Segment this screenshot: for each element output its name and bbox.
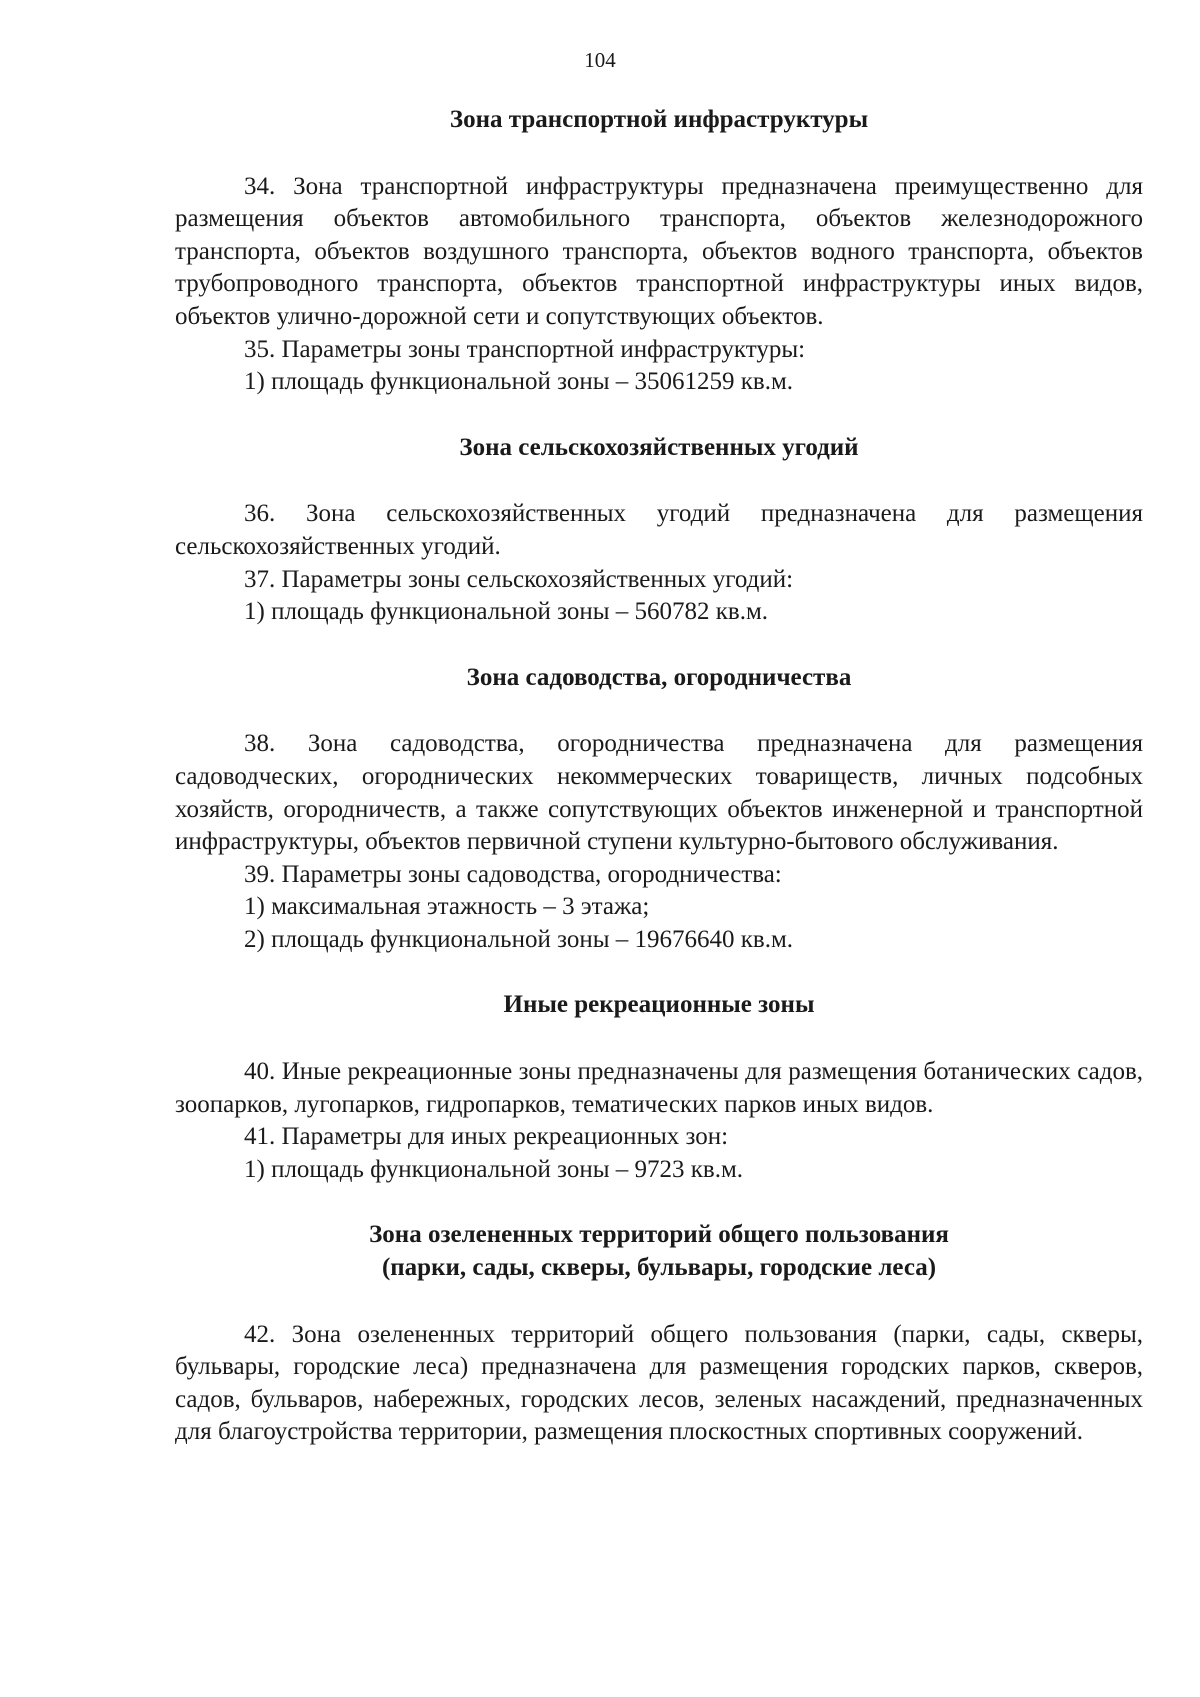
section-heading: Зона озелененных территорий общего пользования (парки, сады, скверы, бульвары, городские леса) bbox=[369, 1221, 949, 1282]
section-other-recreational bbox=[175, 989, 1143, 1186]
section-heading: Иные рекреационные зоны bbox=[503, 991, 815, 1019]
parameter-item: 1) площадь функциональной зоны – 560782 кв.м. bbox=[244, 598, 769, 626]
page-number: 104 bbox=[584, 48, 616, 72]
section-paragraph: 34. Зона транспортной инфраструктуры предназначена преимущественно для размещения объектов автомобильного транспорта, объектов железнодорожного транспорта, объектов воздушного транспорта, объектов водного транспорта, объектов трубопроводного транспорта, объектов транспортной инфраструктуры иных видов, объектов улично-дорожной сети и сопутствующих объектов. bbox=[175, 172, 1143, 330]
parameter-item: 1) площадь функциональной зоны – 35061259 кв.м. bbox=[244, 368, 794, 396]
section-heading: Зона садоводства, огородничества bbox=[466, 663, 852, 691]
parameters-line: 41. Параметры для иных рекреационных зон: bbox=[244, 1123, 729, 1151]
section-paragraph: 40. Иные рекреационные зоны предназначены для размещения ботанических садов, зоопарков, лугопарков, гидропарков, тематических парков иных видов. bbox=[175, 1058, 1143, 1118]
section-paragraph: 38. Зона садоводства, огородничества предназначена для размещения садоводческих, огороднических некоммерческих товариществ, личных подсобных хозяйств, огородничеств, а также сопутствующих объектов инженерной и транспортной инфраструктуры, объектов первичной ступени культурно-бытового обслуживания. bbox=[175, 730, 1143, 856]
parameters-line: 35. Параметры зоны транспортной инфраструктуры: bbox=[244, 335, 806, 363]
section-agricultural-land bbox=[175, 432, 1143, 629]
document-body bbox=[175, 104, 1143, 1449]
section-green-public-areas bbox=[175, 1219, 1143, 1449]
section-transport-infrastructure bbox=[175, 104, 1143, 399]
parameters-line: 37. Параметры зоны сельскохозяйственных угодий: bbox=[244, 565, 794, 593]
parameter-item: 1) максимальная этажность – 3 этажа; bbox=[244, 893, 650, 921]
parameter-item: 2) площадь функциональной зоны – 19676640 кв.м. bbox=[244, 925, 794, 953]
parameters-line: 39. Параметры зоны садоводства, огородничества: bbox=[244, 860, 782, 888]
section-heading: Зона транспортной инфраструктуры bbox=[449, 106, 869, 133]
section-paragraph: 42. Зона озелененных территорий общего пользования (парки, сады, скверы, бульвары, городские леса) предназначена для размещения городских парков, скверов, садов, бульваров, набережных, городских лесов, зеленых насаждений, предназначенных для благоустройства территории, размещения плоскостных спортивных сооружений. bbox=[175, 1320, 1143, 1446]
parameter-item: 1) площадь функциональной зоны – 9723 кв.м. bbox=[244, 1155, 744, 1183]
section-paragraph: 36. Зона сельскохозяйственных угодий предназначена для размещения сельскохозяйственных угодий. bbox=[175, 500, 1143, 560]
section-gardening bbox=[175, 662, 1143, 957]
section-heading: Зона сельскохозяйственных угодий bbox=[459, 433, 859, 461]
